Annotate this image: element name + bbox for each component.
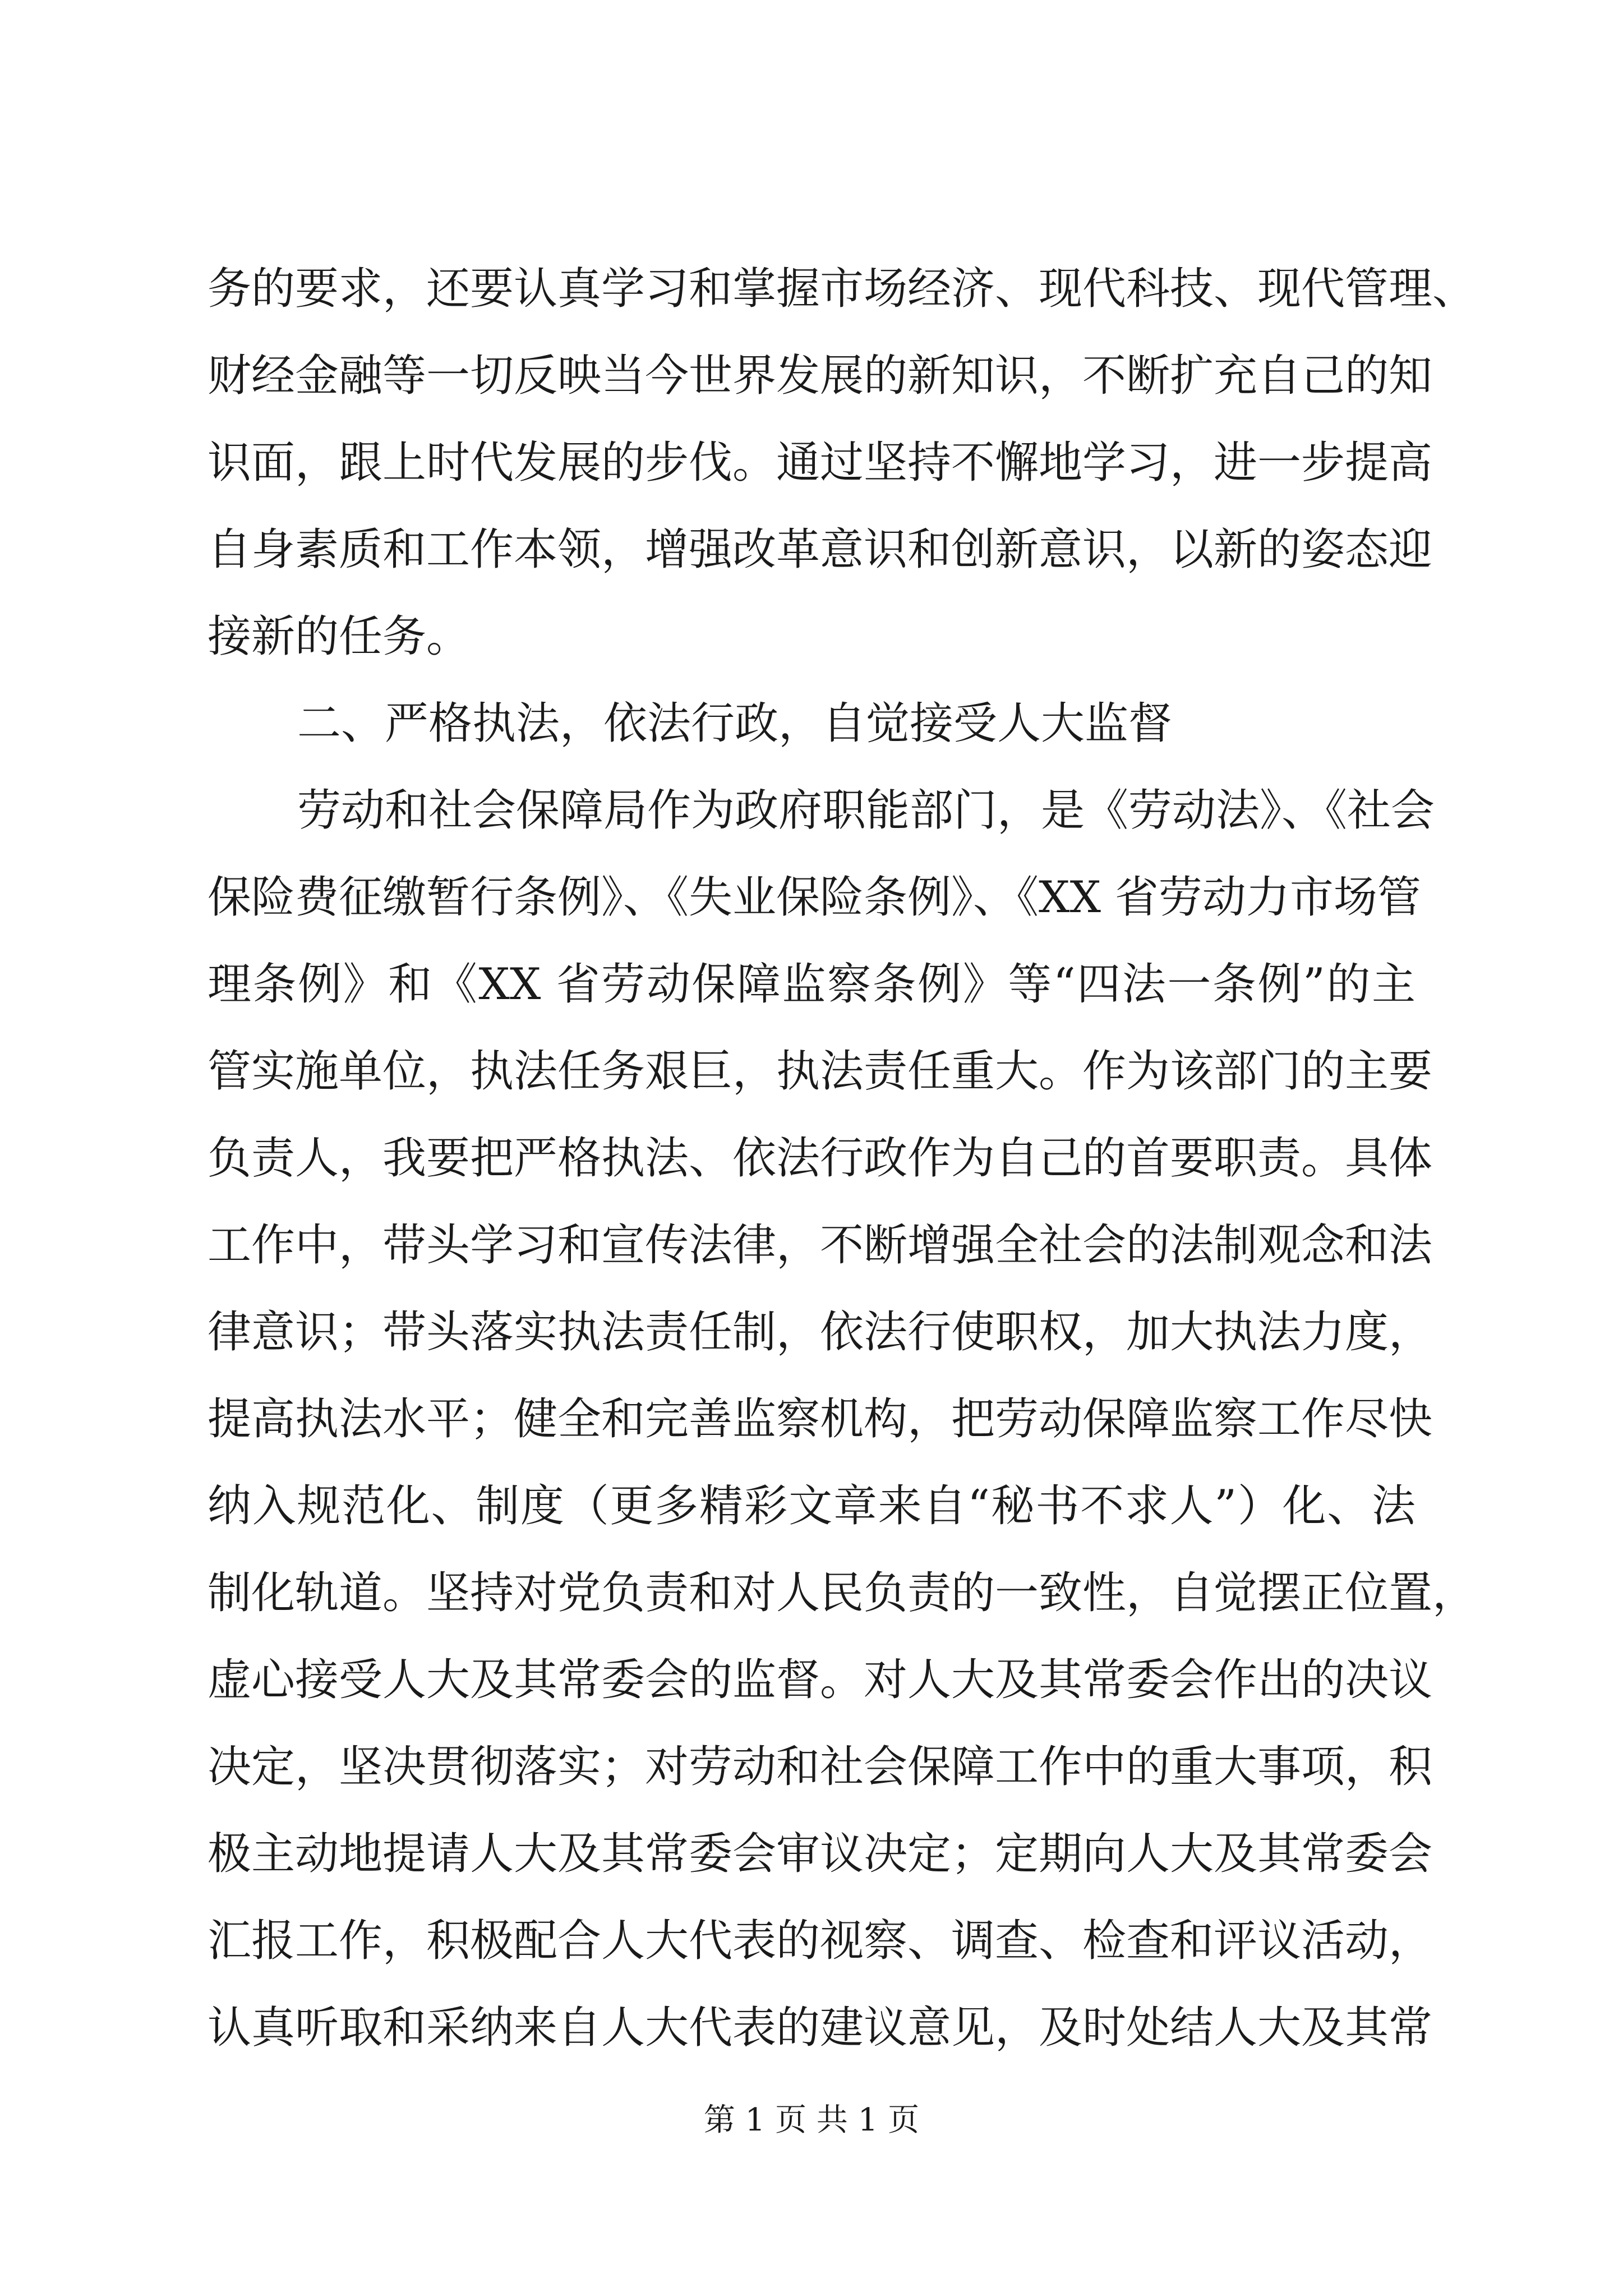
body-line-4: 自身素质和工作本领，增强改革意识和创新意识，以新的姿态迎 — [208, 524, 1433, 575]
body-line-12: 工作中，带头学习和宣传法律，不断增强全社会的法制观念和法 — [208, 1220, 1433, 1271]
body-line-5: 接新的任务。 — [208, 611, 471, 662]
body-line-15: 纳入规范化、制度（更多精彩文章来自“秘书不求人”）化、法 — [208, 1481, 1415, 1531]
body-line-17: 虚心接受人大及其常委会的监督。对人大及其常委会作出的决议 — [208, 1655, 1433, 1705]
body-line-3: 识面，跟上时代发展的步伐。通过坚持不懈地学习，进一步提高 — [208, 438, 1433, 488]
body-line-8: 保险费征缴暂行条例》、《失业保险条例》、《XX 省劳动力市场管 — [208, 872, 1421, 923]
body-line-20: 汇报工作，积极配合人大代表的视察、调查、检查和评议活动， — [208, 1916, 1433, 1966]
body-line-1: 务的要求，还要认真学习和掌握市场经济、现代科技、现代管理、 — [208, 264, 1477, 314]
body-line-2: 财经金融等一切反映当今世界发展的新知识，不断扩充自己的知 — [208, 351, 1433, 401]
body-line-9: 理条例》和《XX 省劳动保障监察条例》等“四法一条例”的主 — [208, 959, 1415, 1010]
body-line-10: 管实施单位，执法任务艰巨，执法责任重大。作为该部门的主要 — [208, 1046, 1433, 1097]
body-line-16: 制化轨道。坚持对党负责和对人民负责的一致性，自觉摆正位置， — [208, 1568, 1477, 1618]
body-line-14: 提高执法水平；健全和完善监察机构，把劳动保障监察工作尽快 — [208, 1394, 1433, 1444]
body-line-19: 极主动地提请人大及其常委会审议决定；定期向人大及其常委会 — [208, 1829, 1433, 1879]
body-line-18: 决定，坚决贯彻落实；对劳动和社会保障工作中的重大事项，积 — [208, 1742, 1433, 1792]
body-line-13: 律意识；带头落实执法责任制，依法行使职权，加大执法力度， — [208, 1307, 1433, 1358]
section-heading: 二、严格执法，依法行政，自觉接受人大监督 — [297, 698, 1173, 749]
page-footer: 第 1 页 共 1 页 — [703, 2102, 920, 2138]
body-line-11: 负责人，我要把严格执法、依法行政作为自己的首要职责。具体 — [208, 1133, 1433, 1184]
body-line-21: 认真听取和采纳来自人大代表的建议意见，及时处结人大及其常 — [208, 2003, 1433, 2053]
body-line-7: 劳动和社会保障局作为政府职能部门，是《劳动法》、《社会 — [297, 785, 1435, 836]
